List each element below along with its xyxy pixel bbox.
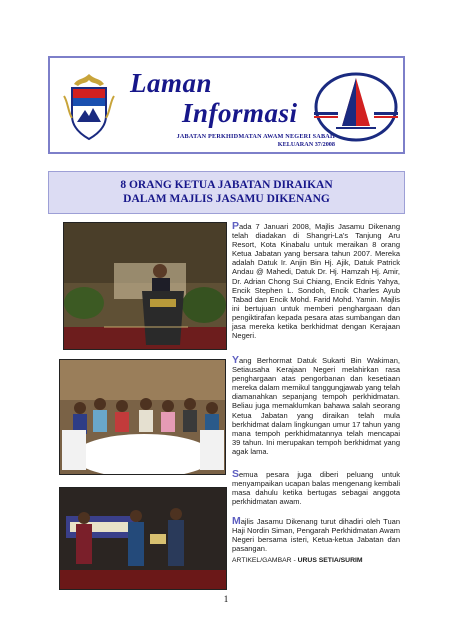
page-number: 1 — [223, 594, 229, 604]
drop-cap: S — [232, 468, 240, 480]
masthead — [48, 56, 405, 154]
paragraph-text: ajlis Jasamu Dikenang turut dihadiri oleh Tuan Haji Nordin Siman, Pengarah Perkhidmatan Awam Negeri bersama isteri, Ketua-ketua Jabatan dan pasangan. — [232, 517, 400, 554]
photo-dinner-guests — [59, 359, 226, 475]
paragraph-text: ada 7 Januari 2008, Majlis Jasamu Dikenang telah diadakan di Shangri-La's Tanjung Aru Resort, Kota Kinabalu untuk meraikan 8 orang Ketua Jabatan yang bersara tahun 2007. Mereka adalah Datuk Ir. Anjin Bin Hj. Ajik, Datuk Patrick Andau @ Mahedi, Datuk Dr. Hj. Hamzah Hj. Amir, Dr. Adrian Chong Sui Chiang, Encik Ednis Yahya, Encik Stephen L. Sondoh, Encik Charles Ayub Tabad dan Encik Mohd. Farid Mohd. Yamin. Majlis ini bertujuan untuk memberi penghargaan dan pengiktirafan kepada pesara atas sumbangan dan jasa mereka ketika berkhidmat dengan Kerajaan Negeri. — [232, 222, 400, 341]
headline-line1: 8 ORANG KETUA JABATAN DIRAIKAN — [120, 179, 333, 191]
paragraph-text: emua pesara juga diberi peluang untuk menyampaikan ucapan balas mengenang kembali masa dahulu ketika bertugas sebagai anggota perkhidmatan awam. — [232, 470, 400, 507]
masthead-title-line1: Laman — [130, 68, 213, 98]
article-paragraph-1 — [232, 222, 400, 340]
department-name: JABATAN PERKHIDMATAN AWAM NEGERI SABAH — [176, 133, 335, 140]
masthead-title-line2: Informasi — [182, 98, 298, 128]
paragraph-text: ang Berhormat Datuk Sukarti Bin Wakiman, Setiausaha Kerajaan Negeri melahirkan rasa penghargaan atas pengorbanan dan kesetiaan mereka dalam memikul tanggungjawab yang telah diamanahkan sepanjang tempoh perkhidmatan. Beliau juga memaklumkan bahawa salah seorang Ketua Jabatan yang diraikan telah mula berkhidmat dalam lingkungan umur 17 tahun yang mana tempoh perkhidmatannya telah mencapai 39 tahun. Ini merupakan tempoh berkhidmat yang agak lama. — [232, 356, 400, 456]
sabah-crest-logo — [60, 72, 118, 142]
article-paragraph-3 — [232, 470, 400, 506]
article-credit — [232, 557, 363, 564]
jpan-emblem-logo — [312, 70, 400, 144]
drop-cap: M — [232, 515, 241, 527]
photo-award-presentation — [59, 487, 227, 590]
drop-cap: P — [232, 220, 240, 232]
drop-cap: Y — [232, 354, 240, 366]
credit-names: URUS SETIA/SURIM — [297, 557, 363, 564]
article-paragraph-2 — [232, 356, 400, 456]
headline — [48, 171, 405, 214]
headline-line2: DALAM MAJLIS JASAMU DIKENANG — [123, 193, 330, 205]
article-paragraph-4 — [232, 517, 400, 553]
credit-label: ARTIKEL/GAMBAR - — [232, 557, 298, 564]
issue-number: KELUARAN 37/2008 — [277, 141, 335, 148]
photo-speaker-at-podium — [63, 222, 227, 350]
